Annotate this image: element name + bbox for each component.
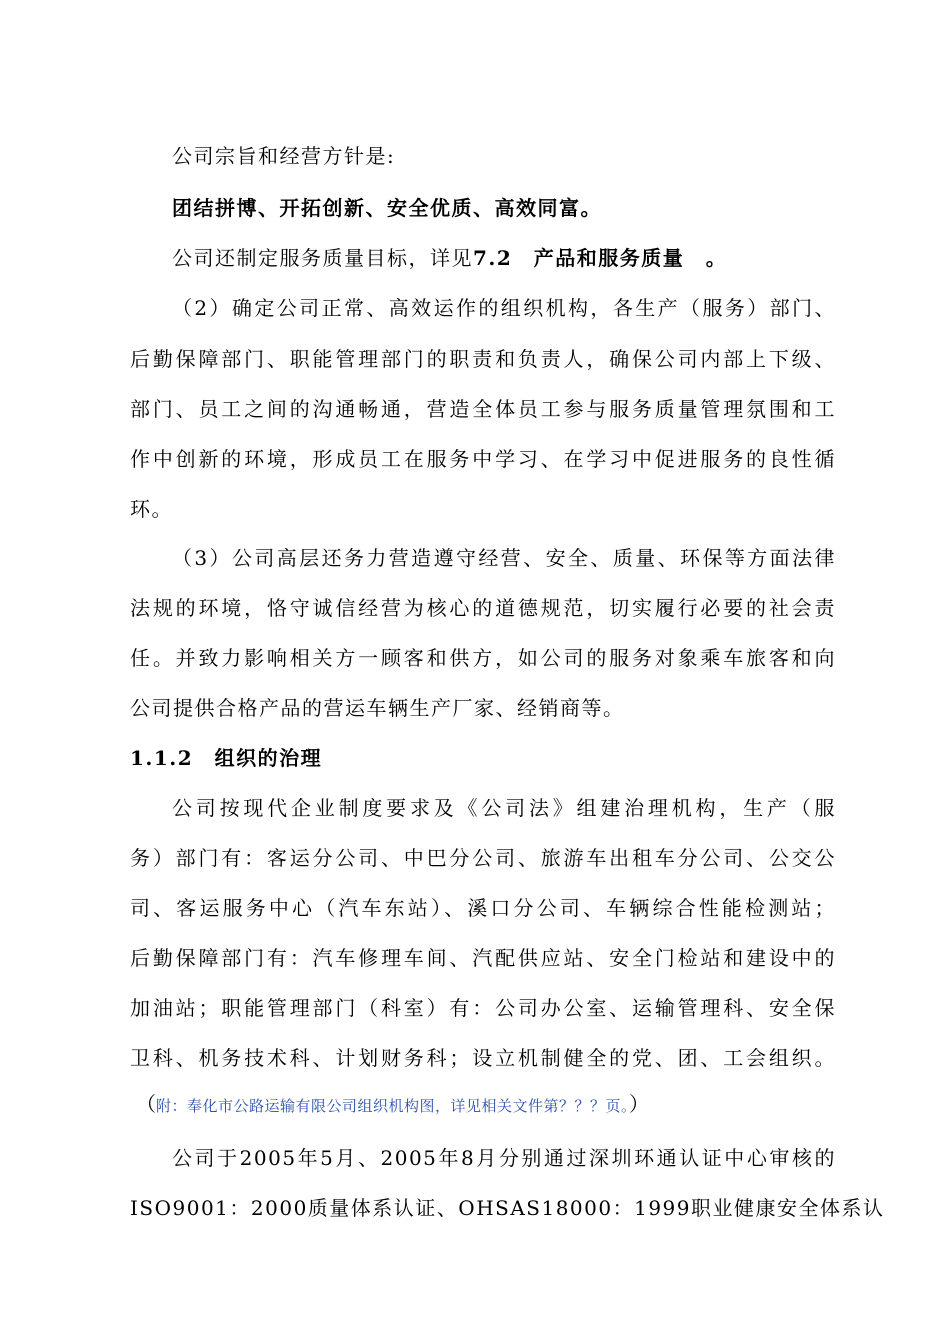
note-close-paren: ） bbox=[629, 1092, 650, 1116]
org-chart-note bbox=[136, 1093, 649, 1117]
paragraph-2-line-1: （2）确定公司正常、高效运作的组织机构，各生产（服务）部门、 bbox=[172, 296, 836, 320]
governance-line-5: 加油站；职能管理部门（科室）有：公司办公室、运输管理科、安全保 bbox=[130, 996, 836, 1020]
certification-line-1: 公司于2005年5月、2005年8月分别通过深圳环通认证中心审核的 bbox=[172, 1146, 836, 1170]
section-heading: 1.1.2 组织的治理 bbox=[130, 746, 323, 770]
governance-line-3: 司、客运服务中心（汽车东站）、溪口分公司、车辆综合性能检测站； bbox=[130, 896, 836, 920]
section-reference: 7.2 产品和服务质量 。 bbox=[473, 246, 728, 270]
paragraph-2-line-3: 部门、员工之间的沟通畅通，营造全体员工参与服务质量管理氛围和工 bbox=[130, 397, 836, 421]
paragraph-2-line-5: 环。 bbox=[130, 497, 173, 521]
paragraph-2-line-4: 作中创新的环境，形成员工在服务中学习、在学习中促进服务的良性循 bbox=[130, 447, 836, 471]
governance-line-4: 后勤保障部门有：汽车修理车间、汽配供应站、安全门检站和建设中的 bbox=[130, 946, 836, 970]
quality-target-line bbox=[172, 245, 836, 271]
paragraph-3-line-4: 公司提供合格产品的营运车辆生产厂家、经销商等。 bbox=[130, 696, 625, 720]
paragraph-2-line-2: 后勤保障部门、职能管理部门的职责和负责人，确保公司内部上下级、 bbox=[130, 347, 836, 371]
governance-line-1: 公司按现代企业制度要求及《公司法》组建治理机构，生产（服 bbox=[172, 796, 836, 820]
note-text: 附：奉化市公路运输有限公司组织机构图，详见相关文件第？？？页。 bbox=[156, 1097, 630, 1115]
quality-target-text: 公司还制定服务质量目标，详见 bbox=[172, 246, 473, 270]
paragraph-3-line-1: （3）公司高层还务力营造遵守经营、安全、质量、环保等方面法律 bbox=[172, 546, 836, 570]
governance-line-2: 务）部门有：客运分公司、中巴分公司、旅游车出租车分公司、公交公 bbox=[130, 846, 836, 870]
paragraph-3-line-3: 任。并致力影响相关方一顾客和供方，如公司的服务对象乘车旅客和向 bbox=[130, 646, 836, 670]
company-motto: 团结拼博、开拓创新、安全优质、高效同富。 bbox=[172, 196, 602, 220]
governance-line-6: 卫科、机务技术科、计划财务科；设立机制健全的党、团、工会组织。 bbox=[130, 1046, 836, 1070]
certification-line-2: ISO9001：2000质量体系认证、OHSAS18000：1999职业健康安全体系认 bbox=[130, 1196, 885, 1220]
note-open-paren: （ bbox=[136, 1092, 156, 1116]
paragraph-3-line-2: 法规的环境，恪守诚信经营为核心的道德规范，切实履行必要的社会责 bbox=[130, 596, 836, 620]
policy-intro-line: 公司宗旨和经营方针是: bbox=[172, 144, 396, 168]
